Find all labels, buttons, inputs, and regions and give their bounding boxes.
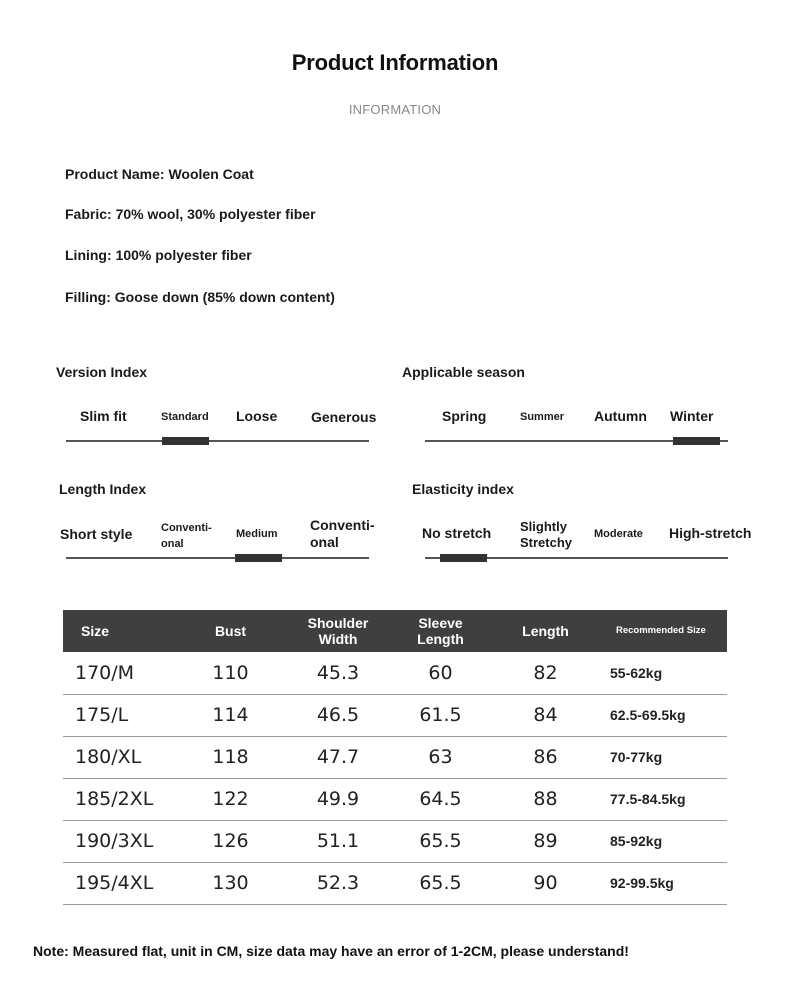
elasticity-option-moderate: Moderate [594,528,643,540]
cell-recommended-size: 92-99.5kg [608,862,727,904]
table-row [63,694,727,736]
header-bust: Bust [183,610,278,652]
cell-sleeve-length: 65.5 [398,820,483,862]
cell-sleeve-length: 64.5 [398,778,483,820]
version-marker-standard [162,437,209,445]
table-row [63,778,727,820]
header-shoulder-width: Shoulder Width [278,610,398,652]
table-row [63,736,727,778]
cell-shoulder-width: 46.5 [278,694,398,736]
header-recommended-size: Recommended Size [608,610,727,652]
cell-length: 82 [483,652,608,694]
length-option-medium: Medium [236,528,278,540]
cell-shoulder-width: 51.1 [278,820,398,862]
cell-bust: 114 [183,694,278,736]
elasticity-index-title: Elasticity index [412,481,514,497]
cell-shoulder-width: 52.3 [278,862,398,904]
measurement-note: Note: Measured flat, unit in CM, size data may have an error of 1-2CM, please understand! [33,943,629,959]
season-marker-winter [673,437,720,445]
info-filling: Filling: Goose down (85% down content) [65,289,335,305]
version-track [66,440,369,442]
cell-shoulder-width: 49.9 [278,778,398,820]
length-track [66,557,369,559]
version-option-loose: Loose [236,408,278,424]
cell-sleeve-length: 60 [398,652,483,694]
cell-length: 86 [483,736,608,778]
cell-recommended-size: 70-77kg [608,736,727,778]
length-option-short-style: Short style [60,526,133,542]
info-fabric: Fabric: 70% wool, 30% polyester fiber [65,206,316,222]
cell-size: 195/4XL [63,862,183,904]
elasticity-marker-no-stretch [440,554,487,562]
page-title: Product Information [291,50,499,75]
length-index-title: Length Index [59,481,147,497]
size-table-header [63,610,727,652]
season-option-spring: Spring [442,408,487,424]
cell-sleeve-length: 61.5 [398,694,483,736]
version-option-slim-fit: Slim fit [80,408,127,424]
info-lining: Lining: 100% polyester fiber [65,247,252,263]
cell-length: 88 [483,778,608,820]
cell-recommended-size: 85-92kg [608,820,727,862]
length-option-conventional: Conventi- onal [161,522,212,550]
table-row [63,862,727,904]
header-length: Length [483,610,608,652]
table-row [63,820,727,862]
cell-bust: 122 [183,778,278,820]
cell-bust: 118 [183,736,278,778]
cell-size: 190/3XL [63,820,183,862]
cell-length: 84 [483,694,608,736]
season-index-title: Applicable season [402,364,525,380]
page-subtitle: INFORMATION [348,102,442,117]
elasticity-option-high-stretch: High-stretch [669,525,752,541]
cell-length: 89 [483,820,608,862]
season-option-autumn: Autumn [594,408,647,424]
cell-bust: 130 [183,862,278,904]
cell-recommended-size: 77.5-84.5kg [608,778,727,820]
cell-sleeve-length: 63 [398,736,483,778]
cell-shoulder-width: 47.7 [278,736,398,778]
header-sleeve-length: Sleeve Length [398,610,483,652]
cell-size: 170/M [63,652,183,694]
season-option-winter: Winter [670,408,714,424]
info-product-name: Product Name: Woolen Coat [65,166,254,182]
version-index-title: Version Index [56,364,148,380]
cell-size: 175/L [63,694,183,736]
cell-size: 185/2XL [63,778,183,820]
cell-length: 90 [483,862,608,904]
length-marker-medium [235,554,282,562]
cell-bust: 126 [183,820,278,862]
version-option-standard: Standard [161,411,209,423]
elasticity-option-no-stretch: No stretch [422,525,492,541]
table-row [63,652,727,694]
elasticity-option-slightly-stretchy: Slightly Stretchy [520,519,573,550]
cell-recommended-size: 62.5-69.5kg [608,694,727,736]
season-option-summer: Summer [520,411,565,423]
cell-size: 180/XL [63,736,183,778]
cell-recommended-size: 55-62kg [608,652,727,694]
header-size: Size [63,610,183,652]
length-option-conventional-long: Conventi- onal [310,517,375,550]
version-option-generous: Generous [311,409,377,425]
size-table [63,610,727,905]
cell-sleeve-length: 65.5 [398,862,483,904]
cell-bust: 110 [183,652,278,694]
cell-shoulder-width: 45.3 [278,652,398,694]
